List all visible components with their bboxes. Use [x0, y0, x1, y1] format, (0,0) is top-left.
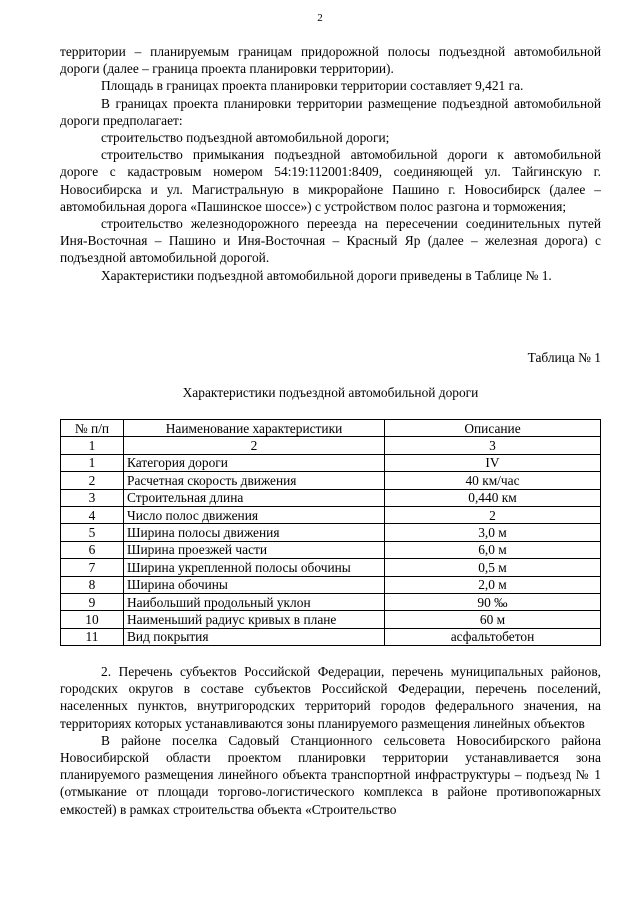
characteristic-value: 0,5 м [385, 559, 601, 576]
table-row [61, 489, 601, 506]
characteristic-name: Наименьший радиус кривых в плане [124, 611, 385, 628]
table-row [61, 506, 601, 523]
paragraph: 2. Перечень субъектов Российской Федерации, перечень муниципальных районов, городских округов в составе субъектов Российской Федерации, перечень поселений, населенных пунктов, внутригородских территорий городов федерального значения, на территориях которых устанавливаются зоны планируемого размещения линейных объектов [60, 664, 601, 731]
table-row [61, 593, 601, 610]
row-number: 3 [61, 489, 124, 506]
table-body [61, 454, 601, 645]
page-number: 2 [317, 12, 323, 24]
paragraph: строительство примыкания подъездной автомобильной дороги к автомобильной дороге с кадастровым номером 54:19:112001:8409, соединяющей ул. Тайгинскую г. Новосибирска и ул. Магистральную в микрорайоне Пашино г. Новосибирск (далее – автомобильная дорога «Пашинское шоссе») с устройством полос разгона и торможения; [60, 147, 601, 214]
characteristic-value: 0,440 км [385, 489, 601, 506]
row-number: 11 [61, 628, 124, 645]
characteristics-table [60, 419, 601, 646]
characteristic-value: 60 м [385, 611, 601, 628]
section-2-text [60, 663, 601, 818]
characteristic-value: IV [385, 454, 601, 471]
characteristic-name: Ширина обочины [124, 576, 385, 593]
characteristic-name: Категория дороги [124, 454, 385, 471]
table-caption: Таблица № 1 [527, 350, 601, 365]
row-number: 2 [61, 472, 124, 489]
characteristic-name: Ширина проезжей части [124, 541, 385, 558]
table-row [61, 524, 601, 541]
row-number: 8 [61, 576, 124, 593]
paragraph: территории – планируемым границам придорожной полосы подъездной автомобильной дороги (далее – граница проекта планировки территории). [60, 44, 601, 77]
characteristic-value: 90 ‰ [385, 593, 601, 610]
characteristic-value: 40 км/час [385, 472, 601, 489]
header-number: № п/п [61, 420, 124, 437]
paragraph: строительство железнодорожного переезда на пересечении соединительных путей Иня-Восточная – Пашино и Иня-Восточная – Красный Яр (далее – железная дорога) с подъездной автомобильной дорогой. [60, 216, 601, 266]
table-row [61, 611, 601, 628]
row-number: 7 [61, 559, 124, 576]
index-cell: 1 [61, 437, 124, 454]
table-index-row [61, 437, 601, 454]
table-header-row [61, 420, 601, 437]
paragraph: строительство подъездной автомобильной дороги; [101, 130, 390, 146]
table-row [61, 541, 601, 558]
characteristic-value: 2 [385, 506, 601, 523]
characteristic-name: Число полос движения [124, 506, 385, 523]
row-number: 4 [61, 506, 124, 523]
row-number: 5 [61, 524, 124, 541]
characteristic-name: Ширина полосы движения [124, 524, 385, 541]
row-number: 10 [61, 611, 124, 628]
characteristic-name: Наибольший продольный уклон [124, 593, 385, 610]
table-row [61, 472, 601, 489]
intro-text [60, 43, 601, 284]
characteristic-value: 3,0 м [385, 524, 601, 541]
table-row [61, 559, 601, 576]
characteristic-name: Расчетная скорость движения [124, 472, 385, 489]
characteristic-name: Ширина укрепленной полосы обочины [124, 559, 385, 576]
characteristic-value: 2,0 м [385, 576, 601, 593]
index-cell: 2 [124, 437, 385, 454]
header-description: Описание [385, 420, 601, 437]
row-number: 9 [61, 593, 124, 610]
paragraph: Характеристики подъездной автомобильной дороги приведены в Таблице № 1. [101, 267, 552, 283]
paragraph: В районе поселка Садовый Станционного сельсовета Новосибирского района Новосибирской области проектом планировки территории устанавливается зона планируемого размещения линейного объекта транспортной инфраструктуры – подъезд № 1 (отмыкание от площади торгово-логистического комплекса в районе противопожарных емкостей) в рамках строительства объекта «Строительство [60, 732, 601, 817]
table-row [61, 576, 601, 593]
characteristic-value: асфальтобетон [385, 628, 601, 645]
row-number: 6 [61, 541, 124, 558]
header-name: Наименование характеристики [124, 420, 385, 437]
characteristic-value: 6,0 м [385, 541, 601, 558]
table-row [61, 454, 601, 471]
index-cell: 3 [385, 437, 601, 454]
table-title: Характеристики подъездной автомобильной дороги [182, 385, 479, 400]
paragraph: В границах проекта планировки территории размещение подъездной автомобильной дороги предполагает: [60, 95, 601, 128]
paragraph: Площадь в границах проекта планировки территории составляет 9,421 га. [101, 78, 524, 94]
characteristic-name: Вид покрытия [124, 628, 385, 645]
characteristic-name: Строительная длина [124, 489, 385, 506]
row-number: 1 [61, 454, 124, 471]
table-row [61, 628, 601, 645]
